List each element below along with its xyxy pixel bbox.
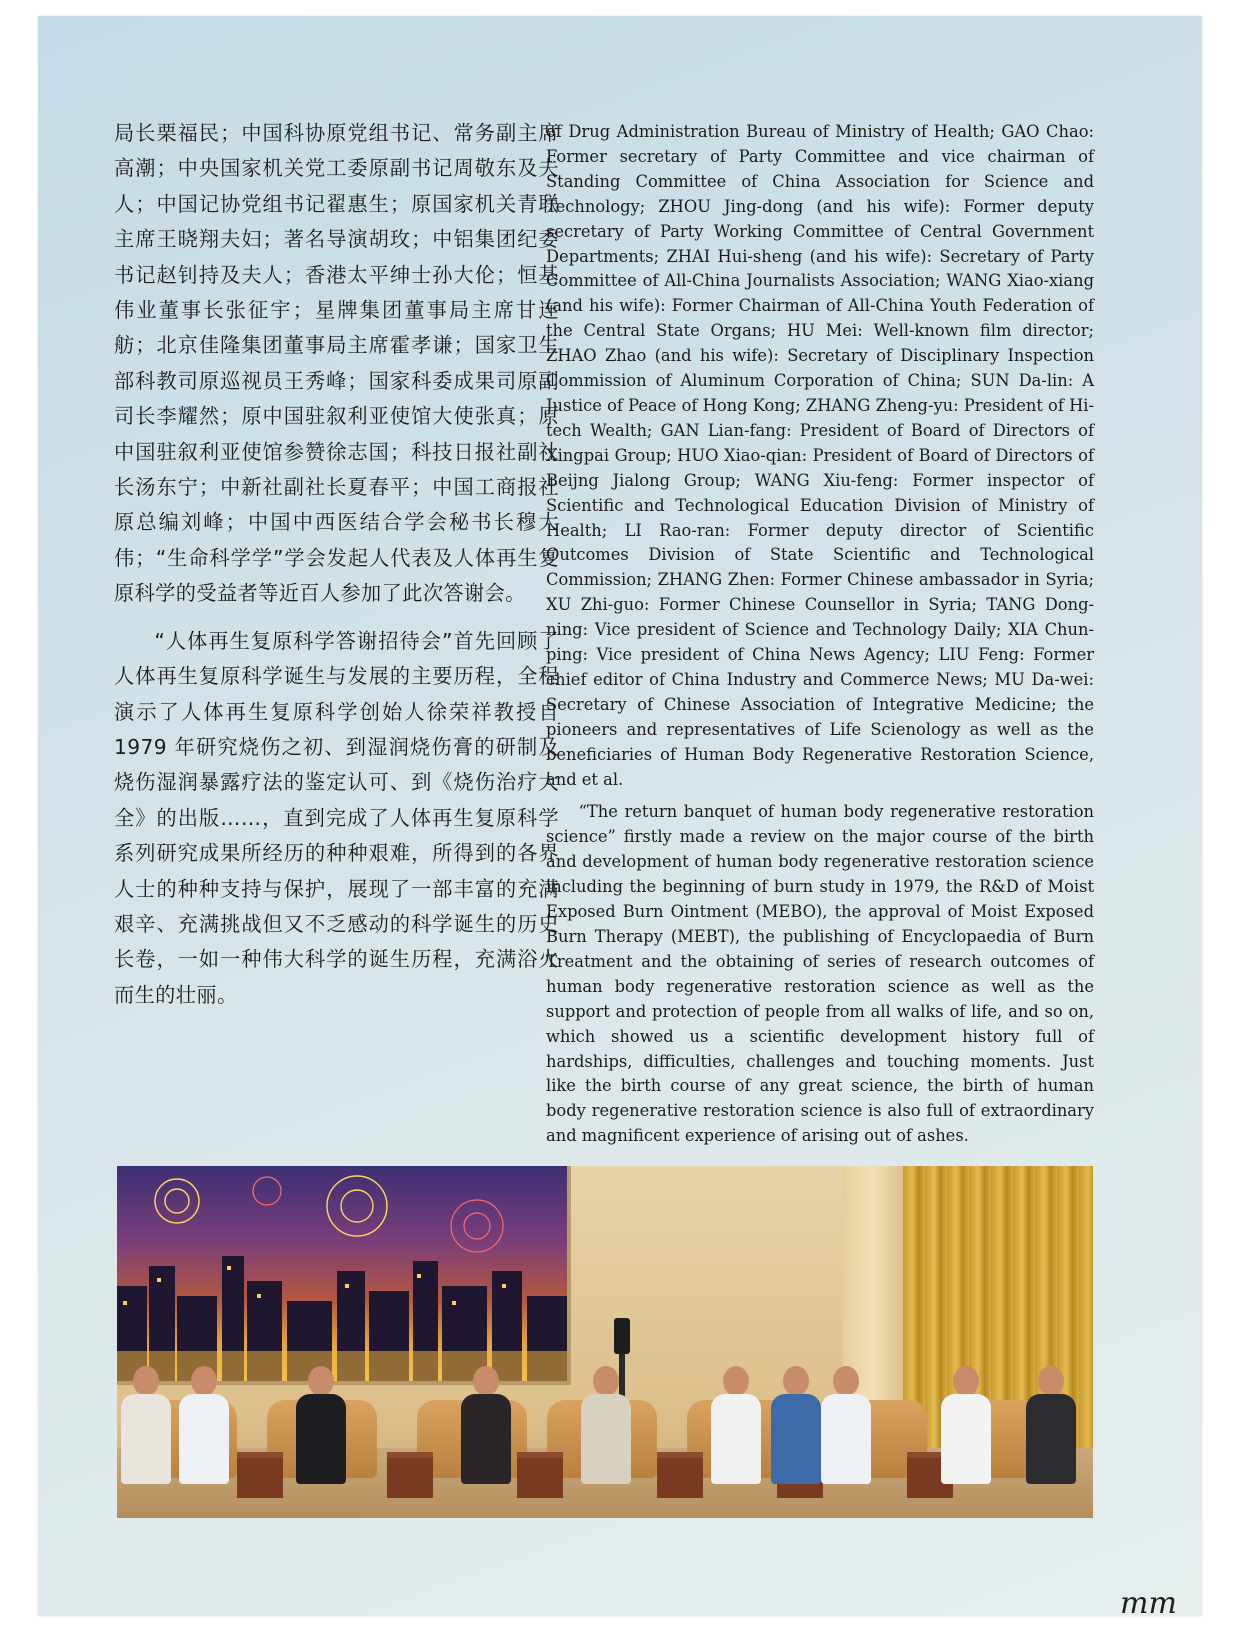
guest-figure — [457, 1366, 515, 1484]
side-table — [237, 1452, 283, 1498]
city-fireworks-mural — [117, 1166, 571, 1385]
reception-photo — [117, 1166, 1093, 1518]
guest-figure — [1022, 1366, 1080, 1484]
english-text-column — [546, 120, 1094, 1149]
guest-figure — [707, 1366, 765, 1484]
chinese-paragraph-banquet-review: “人体再生复原科学答谢招待会”首先回顾了人体再生复原科学诞生与发展的主要历程，全程演示了人体再生复原科学创始人徐荣祥教授自 1979 年研究烧伤之初、到湿润烧伤膏的研制及烧伤湿润暴露疗法的鉴定认可、到《烧伤治疗大全》的出版……，直到完成了人体再生复原科学系列研究成果所经历的种种艰难，所得到的各界人士的种种支持与保护，展现了一部丰富的充满艰辛、充满挑战但又不乏感动的科学诞生的历史长卷，一如一种伟大科学的诞生历程，充满浴火而生的壮丽。 — [114, 628, 559, 1007]
guest-figure — [117, 1366, 175, 1484]
chinese-paragraph-guest-list: 局长栗福民；中国科协原党组书记、常务副主席高潮；中央国家机关党工委原副书记周敬东及夫人；中国记协党组书记翟惠生；原国家机关青联主席王晓翔夫妇；著名导演胡玫；中铝集团纪委书记赵钊持及夫人；香港太平绅士孙大伦；恒基伟业董事长张征宇；星牌集团董事局主席甘连舫；北京佳隆集团董事局主席霍孝谦；国家卫生部科教司原巡视员王秀峰；国家科委成果司原副司长李耀然；原中国驻叙利亚使馆大使张真；原中国驻叙利亚使馆参赞徐志国；科技日报社副社长汤东宁；中新社副社长夏春平；中国工商报社原总编刘峰；中国中西医结合学会秘书长穆大伟；“生命科学学”学会发起人代表及人体再生复原科学的受益者等近百人参加了此次答谢会。 — [114, 121, 559, 606]
magazine-page — [38, 16, 1202, 1616]
side-table — [657, 1452, 703, 1498]
page-mark-signature: mm — [1120, 1586, 1177, 1616]
mural-scene-icon — [117, 1166, 567, 1381]
side-table — [387, 1452, 433, 1498]
guest-figure — [292, 1366, 350, 1484]
guest-figure — [937, 1366, 995, 1484]
side-table — [517, 1452, 563, 1498]
guest-figure — [577, 1366, 635, 1484]
english-paragraph-guest-list: of Drug Administration Bureau of Ministry of Health; GAO Chao: Former secretary of Party Committee and vice chairman of Standing Committee of China Association for Science and Technology; ZHOU Jing-dong (and his wife): Former deputy secretary of Party Working Committee of Central Government Departments; ZHAI Hui-sheng (and his wife): Secretary of Party Committee of All-China Journalists Association; WANG Xiao-xiang (and his wife): Former Chairman of All-China Youth Federation of the Central State Organs; HU Mei: Well-known film director; ZHAO Zhao (and his wife): Secretary of Disciplinary Inspection Commission of Aluminum Corporation of China; SUN Da-lin: A Justice of Peace of Hong Kong; ZHANG Zheng-yu: President of Hi-tech Wealth; GAN Lian-fang: President of Board of Directors of Xingpai Group; HUO Xiao-qian: President of Board of Directors of Beijng Jialong Group; WANG Xiu-feng: Former inspector of Scientific and Technological Education Division of Ministry of Health; LI Rao-ran: Former deputy director of Scientific Outcomes Division of State Scientific and Technological Commission; ZHANG Zhen: Former Chinese ambassador in Syria; XU Zhi-guo: Former Chinese Counsellor in Syria; TANG Dong-ning: Vice president of Science and Technology Daily; XIA Chun-ping: Vice president of China News Agency; LIU Feng: Former chief editor of China Industry and Commerce News; MU Da-wei: Secretary of Chinese Association of Integrative Medicine; the pioneers and representatives of Life Scienology as well as the beneficiaries of Human Body Regenerative Restoration Science, and et al. — [546, 122, 1094, 789]
guest-figure — [817, 1366, 875, 1484]
english-paragraph-banquet-review: “The return banquet of human body regenerative restoration science” firstly made a review on the major course of the birth and development of human body regenerative restoration science including the beginning of burn study in 1979, the R&D of Moist Exposed Burn Ointment (MEBO), the approval of Moist Exposed Burn Therapy (MEBT), the publishing of Encyclopaedia of Burn Treatment and the obtaining of series of research outcomes of human body regenerative restoration science as well as the support and protection of people from all walks of life, and so on, which showed us a scientific development history full of hardships, difficulties, challenges and touching moments. Just like the birth course of any great science, the birth of human body regenerative restoration science is also full of extraordinary and magnificent experience of arising out of ashes. — [546, 802, 1094, 1146]
guest-figure — [175, 1366, 233, 1484]
chinese-text-column — [114, 116, 559, 1013]
